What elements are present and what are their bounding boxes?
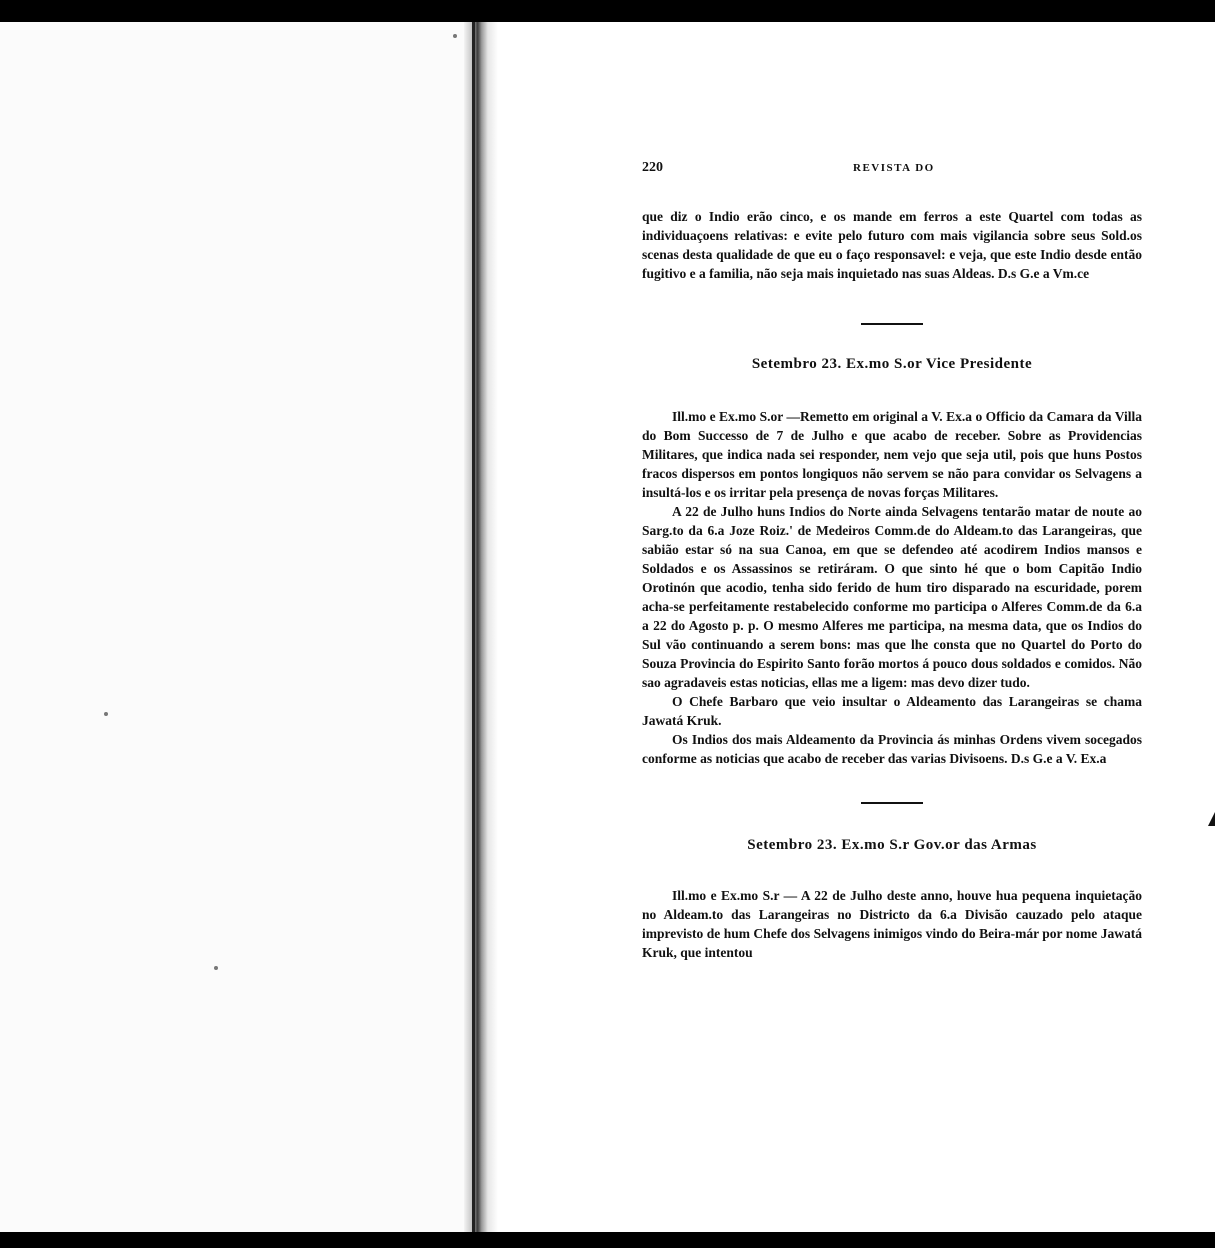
gutter-shadow-line xyxy=(472,22,475,1232)
section-divider xyxy=(861,802,923,804)
continuation-paragraph: que diz o Indio erão cinco, e os mande em ferros a este Quartel com todas as individuaçoens relativas: e evite pelo futuro com mais vigilancia sobre seus Sold.os scenas desta qualidade de que eu o faço responsavel: e veja, que este Indio desde então fugitivo e a familia, não seja mais inquietado nas suas Aldeas. D.s G.e a Vm.ce xyxy=(642,209,1142,281)
letter-paragraph: O Chefe Barbaro que veio insultar o Aldeamento das Larangeiras se chama Jawatá Kruk. xyxy=(642,694,1142,728)
page-number: 220 xyxy=(642,160,663,175)
section-title: Setembro 23. Ex.mo S.r Gov.or das Armas xyxy=(747,837,1037,853)
page-header xyxy=(642,160,1142,184)
left-blank-page xyxy=(0,22,468,1232)
letter-paragraph: A 22 de Julho huns Indios do Norte ainda Selvagens tentarão matar de noute ao Sarg.to da 6.a Joze Roiz.' de Medeiros Comm.de do Aldeam.to das Larangeiras, que sabião estar só na sua Canoa, em que se defendeo até acodirem Indios mansos e Soldados e os Assassinos se retiráram. O que sinto hé que o bom Capitão Indio Orotinón que acodio, tenha sido ferido de hum tiro disparado na escuridade, porem acha-se perfeitamente restabelecido conforme mo participa o Alferes Comm.de da 6.a a 22 do Agosto p. p. O mesmo Alferes me participa, na mesma data, que os Indios do Sul vão continuando a serem bons: mas que lhe consta que no Quartel do Porto do Souza Provincia do Espirito Santo forão mortos á pouco dous soldados e comidos. Não sao agradaveis estas noticias, ellas me a ligem: mas devo dizer tudo. xyxy=(642,504,1142,690)
letter-paragraph: Ill.mo e Ex.mo S.or —Remetto em original a V. Ex.a o Officio da Camara da Villa do Bom Successo de 7 de Julho e que acabo de receber. Sobre as Providencias Militares, que indica nada sei responder, nem vejo que seja util, pois que huns Postos fracos dispersos em pontos longiquos não servem se não para convidar os Selvagens a insultá-los e os irritar pela presença de novas forças Militares. xyxy=(642,409,1142,500)
book-page xyxy=(642,160,1142,962)
page-edge-mark xyxy=(1208,812,1215,826)
scan-speck xyxy=(453,34,457,38)
letter-paragraph: Os Indios dos mais Aldeamento da Provincia ás minhas Ordens vivem socegados conforme as noticias que acabo de receber das varias Divisoens. D.s G.e a V. Ex.a xyxy=(642,732,1142,766)
section-divider xyxy=(861,323,923,325)
scan-speck xyxy=(214,966,218,970)
scan-speck xyxy=(104,712,108,716)
top-scan-border xyxy=(0,0,1215,22)
running-head: REVISTA DO xyxy=(853,162,935,174)
letter-paragraph: Ill.mo e Ex.mo S.r — A 22 de Julho deste anno, houve hua pequena inquietação no Aldeam.to das Larangeiras no Districto da 6.a Divisão cauzado pelo ataque imprevisto de hum Chefe dos Selvagens inimigos vindo do Beira-már por nome Jawatá Kruk, que intentou xyxy=(642,888,1142,960)
section-title: Setembro 23. Ex.mo S.or Vice Presidente xyxy=(751,356,1033,372)
book-gutter xyxy=(464,22,498,1232)
bottom-scan-border xyxy=(0,1232,1215,1248)
